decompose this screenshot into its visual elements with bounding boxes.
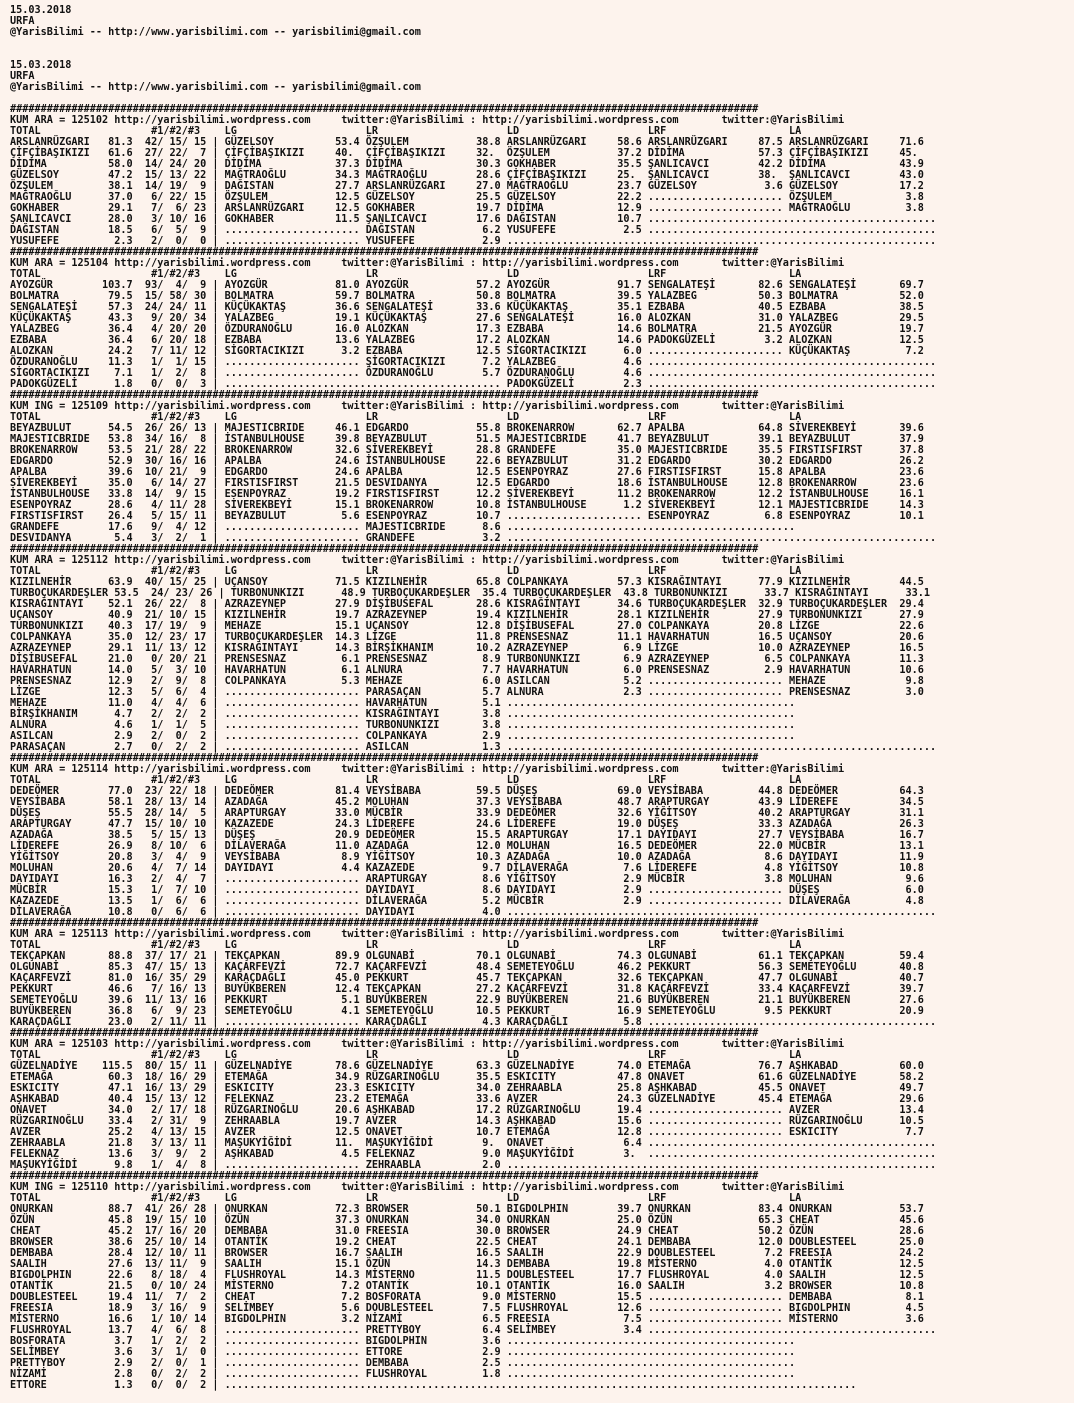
table-row: LİZGE 12.3 5/ 6/ 4 | ...................... PARASAÇAN 5.7 ALNURA 2.3 ...................... PRENSESNAZ 3.0 [10,687,924,698]
table-row: UÇANSOY 40.9 21/ 10/ 15 | KIZILNEHİR 19.7 AZRAZEYNEP 19.4 KIZILNEHİR 28.1 KIZILNEHİR 27.9 TURBONUNKIZI 27.9 [10,610,924,621]
table-row: DOUBLESTEEL 19.4 11/ 7/ 2 | CHEAT 7.2 BOSFORATA 9.0 MİSTERNO 15.5 ...................... DEMBABA 8.1 [10,1292,924,1303]
column-header-line: TOTAL #1/#2/#3 LG LR LD LRF LA [10,269,802,280]
table-row: MİSTERNO 16.6 1/ 10/ 14 | BIGDOLPHIN 3.2 NİZAMİ 6.5 FREESIA 7.5 ...................... MİSTERNO 3.6 [10,1314,924,1325]
race-title-line: KUM ARA = 125104 http://yarisbilimi.wordpress.com twitter:@YarisBilimi : http://yarisbilimi.wordpress.com twitter:@YarisBilimi [10,258,845,269]
race-block [10,247,1074,390]
table-row: AYOZGÜR 103.7 93/ 4/ 9 | AYOZGÜR 81.0 AYOZGÜR 57.2 AYOZGÜR 91.7 SENGALATEŞİ 82.6 SENGALATEŞİ 69.7 [10,280,924,291]
table-row: AZRAZEYNEP 29.1 11/ 13/ 12 | KISRAĞINTAYI 14.3 BİRŞİKHANIM 10.2 AZRAZEYNEP 6.9 LİZGE 10.0 AZRAZEYNEP 16.5 [10,643,924,654]
table-row: ASILCAN 2.9 2/ 0/ 2 | ...................... COLPANKAYA 2.9 ............................................... [10,731,796,742]
table-row: GÜZELSOY 47.2 15/ 13/ 22 | MAĞTRAOĞLU 34.3 MAĞTRAOĞLU 28.6 ÇİFÇİBAŞIKIZI 25. ŞANLICAVCI 38. ŞANLICAVCI 43.0 [10,170,924,181]
table-row: PARASAÇAN 2.7 0/ 2/ 2 | ...................... ASILCAN 1.3 ...................................................................... [10,742,937,753]
table-row: ESENPOYRAZ 28.6 4/ 11/ 28 | SİVEREKBEYİ 15.1 BROKENARROW 10.8 İSTANBULHOUSE 1.2 SİVEREKBEYİ 12.1 MAJESTICBRIDE 14.3 [10,500,924,511]
header-line: @YarisBilimi -- http://www.yarisbilimi.com -- yarisbilimi@gmail.com [10,27,421,38]
table-row: ESKICITY 47.1 16/ 13/ 29 | ESKICITY 23.3 ESKICITY 34.0 ZEHRAABLA 25.8 AŞHKABAD 45.5 ONAVET 49.7 [10,1083,924,1094]
table-row: MAŞUKYİĞİDİ 9.8 1/ 4/ 8 | ...................... ZEHRAABLA 2.0 ...................................................................... [10,1160,937,1171]
table-row: KARAÇDAĞLI 23.0 2/ 11/ 11 | ...................... KARAÇDAĞLI 4.3 KARAÇDAĞLI 5.8 ............................................... [10,1017,937,1028]
table-row: DESVIDANYA 5.4 3/ 2/ 1 | ...................... GRANDEFE 3.2 ...................................................................... [10,533,937,544]
table-row: ARSLANRÜZGARI 81.3 42/ 15/ 15 | GÜZELSOY 53.4 ÖZŞULEM 38.8 ARSLANRÜZGARI 58.6 ARSLANRÜZGARI 87.5 ARSLANRÜZGARI 71.6 [10,137,924,148]
table-row: MAJESTICBRIDE 53.8 34/ 16/ 8 | İSTANBULHOUSE 39.8 BEYAZBULUT 51.5 MAJESTICBRIDE 41.7 BEYAZBULUT 39.1 BEYAZBULUT 37.9 [10,434,924,445]
table-row: ŞANLICAVCI 28.0 3/ 10/ 16 | GOKHABER 11.5 ŞANLICAVCI 17.6 DAĞISTAN 10.7 ............................................... [10,214,937,225]
column-header-line: TOTAL #1/#2/#3 LG LR LD LRF LA [10,412,802,423]
race-block [10,753,1074,918]
separator-line: ########################################################################################################################## [10,753,759,764]
table-row: YUSUFEFE 2.3 2/ 0/ 0 | ...................... YUSUFEFE 2.9 ...................................................................... [10,236,937,247]
table-row: KAÇARFEVZİ 81.0 16/ 35/ 29 | KARAÇDAĞLI 45.0 PEKKURT 45.7 TEKÇAPKAN 32.6 TEKÇAPKAN 47.7 OLGUNABİ 40.7 [10,973,924,984]
race-block [10,918,1074,1028]
column-header-line: TOTAL #1/#2/#3 LG LR LD LRF LA [10,126,802,137]
race-block [10,1171,1074,1391]
table-row: KISRAĞINTAYI 52.1 26/ 22/ 8 | AZRAZEYNEP 27.9 DİŞİBUSEFAL 28.6 KISRAĞINTAYI 34.6 TURBOÇUKARDEŞLER 32.9 TURBOÇUKARDEŞLER 29.4 [10,599,924,610]
header-line [10,93,1074,104]
table-row: OTANTİK 21.5 0/ 10/ 24 | MİSTERNO 7.2 OTANTİK 10.1 OTANTİK 16.0 SAALIH 3.2 BROWSER 10.8 [10,1281,924,1292]
table-row: FLUSHROYAL 13.7 4/ 6/ 8 | ...................... PRETTYBOY 6.4 SELİMBEY 3.4 ............................................... [10,1325,937,1336]
column-header-line: TOTAL #1/#2/#3 LG LR LD LRF LA [10,940,802,951]
table-row: MOLUHAN 20.6 4/ 7/ 14 | DAYIDAYI 4.4 KAZAZEDE 9.7 DİLAVERAĞA 7.6 LİDEREFE 4.8 YİĞİTSOY 10.8 [10,863,924,874]
table-row: ALNURA 4.6 1/ 1/ 5 | ...................... TURBONUNKIZI 3.8 ............................................... [10,720,796,731]
table-row: GOKHABER 29.1 7/ 6/ 23 | ARSLANRÜZGARI 12.5 GOKHABER 19.7 DİDİMA 12.9 ...................... MAĞTRAOĞLU 3.8 [10,203,924,214]
header-line: 15.03.2018 [10,60,72,71]
header-line: 15.03.2018 [10,5,72,16]
table-row: AŞHKABAD 40.4 15/ 13/ 12 | FELEKNAZ 23.2 ETEMAĞA 33.6 AVZER 24.3 GÜZELNADİYE 45.4 ETEMAĞA 29.6 [10,1094,924,1105]
table-row: EZBABA 36.4 6/ 20/ 18 | EZBABA 13.6 YALAZBEG 17.2 ALOZKAN 14.6 PADOKGÜZELİ 3.2 ALOZKAN 12.5 [10,335,924,346]
table-row: BEYAZBULUT 54.5 26/ 26/ 13 | MAJESTICBRIDE 46.1 EDGARDO 55.8 BROKENARROW 62.7 APALBA 64.8 SİVEREKBEYİ 39.6 [10,423,924,434]
table-row: PEKKURT 46.6 7/ 16/ 13 | BUYÜKBEREN 12.4 TEKÇAPKAN 27.2 KAÇARFEVZİ 31.8 KAÇARFEVZİ 33.4 KAÇARFEVZİ 39.7 [10,984,924,995]
table-row: APALBA 39.6 10/ 21/ 9 | EDGARDO 24.6 APALBA 12.5 ESENPOYRAZ 27.6 FIRSTISFIRST 15.8 APALBA 23.6 [10,467,924,478]
race-title-line: KUM ARA = 125113 http://yarisbilimi.wordpress.com twitter:@YarisBilimi : http://yarisbilimi.wordpress.com twitter:@YarisBilimi [10,929,845,940]
table-row: ETTORE 1.3 0/ 0/ 2 | ....................................................................................................... [10,1380,857,1391]
table-row: SENGALATEŞİ 57.3 24/ 24/ 11 | KÜÇÜKAKTAŞ 36.6 SENGALATEŞİ 33.6 KÜÇÜKAKTAŞ 35.1 EZBABA 40.5 EZBABA 38.5 [10,302,924,313]
table-row: BİRŞİKHANIM 4.7 2/ 2/ 2 | ...................... KISRAĞINTAYI 3.8 ............................................... [10,709,796,720]
table-row: MAĞTRAOĞLU 37.0 6/ 22/ 15 | ÖZŞULEM 12.5 GÜZELSOY 25.5 GÜZELSOY 22.2 ...................... ÖZŞULEM 3.8 [10,192,924,203]
table-row: ÇİFÇİBAŞIKIZI 61.6 27/ 22/ 7 | ÇİFÇİBAŞIKIZI 40. ÇİFÇİBAŞIKIZI 32. ÖZŞULEM 37.2 DİDİMA 57.3 ÇİFÇİBAŞIKIZI 45. [10,148,918,159]
header-line [10,38,1074,49]
table-row: DÜŞEŞ 55.5 28/ 14/ 5 | ARAPTURGAY 33.0 MÜCBİR 33.9 DEDEÖMER 32.6 YİĞİTSOY 40.2 ARAPTURGAY 31.1 [10,808,924,819]
table-row: DAĞISTAN 18.5 6/ 5/ 9 | ...................... DAĞISTAN 6.2 YUSUFEFE 2.5 ............................................... [10,225,937,236]
table-row: DİDİMA 58.0 14/ 24/ 20 | DİDİMA 37.3 DİDİMA 30.3 GOKHABER 35.5 ŞANLICAVCI 42.2 DİDİMA 43.9 [10,159,924,170]
table-row: DEMBABA 28.4 12/ 10/ 11 | BROWSER 16.7 SAALIH 16.5 SAALIH 22.9 DOUBLESTEEL 7.2 FREESIA 24.2 [10,1248,924,1259]
table-row: ÖZŞULEM 38.1 14/ 19/ 9 | DAĞISTAN 27.7 ARSLANRÜZGARI 27.0 MAĞTRAOĞLU 23.7 GÜZELSOY 3.6 GÜZELSOY 17.2 [10,181,924,192]
separator-line: ########################################################################################################################## [10,1171,759,1182]
table-row: FELEKNAZ 13.6 3/ 9/ 2 | AŞHKABAD 4.5 FELEKNAZ 9.0 MAŞUKYİĞİDİ 3. ............................................... [10,1149,937,1160]
table-row: ARAPTURGAY 47.7 15/ 10/ 10 | KAZAZEDE 24.3 LİDEREFE 24.6 LİDEREFE 19.0 DÜŞEŞ 33.3 AZADAĞA 26.3 [10,819,924,830]
table-row: BROKENARROW 53.5 21/ 28/ 22 | BROKENARROW 32.6 SİVEREKBEYİ 28.8 GRANDEFE 35.0 MAJESTICBRIDE 35.5 FIRSTISFIRST 37.8 [10,445,924,456]
table-row: PRETTYBOY 2.9 2/ 0/ 1 | ...................... DEMBABA 2.5 ............................................... [10,1358,796,1369]
table-row: TURBOÇUKARDEŞLER 53.5 24/ 23/ 26 | TURBONUNKIZI 48.9 TURBOÇUKARDEŞLER 35.4 TURBOÇUKARDEŞLER 43.8 TURBONUNKIZI 33.7 KISRAĞINTAYI 33.1 [10,588,931,599]
race-title-line: KUM ARA = 125102 http://yarisbilimi.wordpress.com twitter:@YarisBilimi : http://yarisbilimi.wordpress.com twitter:@YarisBilimi [10,115,845,126]
race-block [10,1028,1074,1171]
table-row: PRENSESNAZ 12.9 2/ 9/ 8 | COLPANKAYA 5.3 MEHAZE 6.0 ASILCAN 5.2 ...................... MEHAZE 9.8 [10,676,924,687]
separator-line: ########################################################################################################################## [10,390,759,401]
table-row: TURBONUNKIZI 40.3 17/ 19/ 9 | MEHAZE 15.1 UÇANSOY 12.8 DİŞİBUSEFAL 27.0 COLPANKAYA 20.8 LİZGE 22.6 [10,621,924,632]
table-row: KÜÇÜKAKTAŞ 43.3 9/ 20/ 34 | YALAZBEG 19.1 KÜÇÜKAKTAŞ 27.6 SENGALATEŞİ 16.0 ALOZKAN 31.0 YALAZBEG 29.5 [10,313,924,324]
table-row: KIZILNEHİR 63.9 40/ 15/ 25 | UÇANSOY 71.5 KIZILNEHİR 65.8 COLPANKAYA 57.3 KISRAĞINTAYI 77.9 KIZILNEHİR 44.5 [10,577,924,588]
separator-line: ########################################################################################################################## [10,247,759,258]
race-block [10,390,1074,544]
table-row: COLPANKAYA 35.0 12/ 23/ 17 | TURBOÇUKARDEŞLER 14.3 LİZGE 11.8 PRENSESNAZ 11.1 HAVARHATUN 16.5 UÇANSOY 20.6 [10,632,924,643]
column-header-line: TOTAL #1/#2/#3 LG LR LD LRF LA [10,1050,802,1061]
race-title-line: KUM ING = 125110 http://yarisbilimi.wordpress.com twitter:@YarisBilimi : http://yarisbilimi.wordpress.com twitter:@YarisBilimi [10,1182,845,1193]
column-header-line: TOTAL #1/#2/#3 LG LR LD LRF LA [10,566,802,577]
table-row: ONURKAN 88.7 41/ 26/ 28 | ONURKAN 72.3 BROWSER 50.1 BIGDOLPHIN 39.7 ONURKAN 83.4 ONURKAN 53.7 [10,1204,924,1215]
column-header-line: TOTAL #1/#2/#3 LG LR LD LRF LA [10,1193,802,1204]
table-row: BIGDOLPHIN 22.6 8/ 18/ 4 | FLUSHROYAL 14.3 MİSTERNO 11.5 DOUBLESTEEL 17.7 FLUSHROYAL 4.0 SAALIH 12.5 [10,1270,924,1281]
table-row: ZEHRAABLA 21.8 3/ 13/ 11 | MAŞUKYİĞİDİ 11. MAŞUKYİĞİDİ 9. ONAVET 6.4 ............................................... [10,1138,937,1149]
table-row: CHEAT 45.2 17/ 16/ 20 | DEMBABA 31.0 FREESIA 30.0 BROWSER 24.9 CHEAT 50.2 ÖZÜN 28.6 [10,1226,924,1237]
table-row: MÜCBİR 15.3 1/ 7/ 10 | ...................... DAYIDAYI 8.6 DAYIDAYI 2.9 ...................... DÜŞEŞ 6.0 [10,885,924,896]
table-row: GRANDEFE 17.6 9/ 4/ 12 | ...................... MAJESTICBRIDE 8.6 ............................................... [10,522,796,533]
table-row: BOSFORATA 3.7 1/ 2/ 2 | ...................... BIGDOLPHIN 3.6 ............................................... [10,1336,796,1347]
table-row: DİLAVERAĞA 10.8 0/ 6/ 6 | ...................... DAYIDAYI 4.0 ...................................................................... [10,907,937,918]
table-row: HAVARHATUN 14.0 5/ 3/ 10 | HAVARHATUN 6.1 ALNURA 7.7 HAVARHATUN 6.0 PRENSESNAZ 2.9 HAVARHATUN 10.6 [10,665,924,676]
table-row: TEKÇAPKAN 88.8 37/ 17/ 21 | TEKÇAPKAN 89.9 OLGUNABİ 70.1 OLGUNABİ 74.3 OLGUNABİ 61.1 TEKÇAPKAN 59.4 [10,951,924,962]
race-block [10,544,1074,753]
table-row: GÜZELNADİYE 115.5 80/ 15/ 11 | GÜZELNADİYE 78.6 GÜZELNADİYE 63.3 GÜZELNADİYE 74.0 ETEMAĞA 76.7 AŞHKABAD 60.0 [10,1061,924,1072]
table-row: ETEMAĞA 60.3 18/ 16/ 29 | ETEMAĞA 34.9 RÜZGARINOĞLU 35.5 ESKICITY 47.8 ONAVET 61.6 GÜZELNADİYE 58.2 [10,1072,924,1083]
table-row: SİGORTACIKIZI 7.1 1/ 2/ 8 | ...................... ÖZDURANOĞLU 5.7 ÖZDURANOĞLU 4.6 ............................................... [10,368,937,379]
table-row: AZADAĞA 38.5 5/ 15/ 13 | DÜŞEŞ 20.9 DEDEÖMER 15.5 ARAPTURGAY 17.1 DAYIDAYI 27.7 VEYSİBABA 16.7 [10,830,924,841]
header-line: @YarisBilimi -- http://www.yarisbilimi.com -- yarisbilimi@gmail.com [10,82,421,93]
table-row: AVZER 25.2 4/ 13/ 15 | AVZER 12.5 ONAVET 10.7 ETEMAĞA 12.8 ...................... ESKICITY 7.7 [10,1127,924,1138]
table-row: ÖZÜN 45.8 19/ 15/ 10 | ÖZÜN 37.3 ONURKAN 34.0 ONURKAN 25.0 ÖZÜN 65.3 CHEAT 45.6 [10,1215,924,1226]
table-row: SEMETEYOĞLU 39.6 11/ 13/ 16 | PEKKURT 5.1 BUYÜKBEREN 22.9 BUYÜKBEREN 21.6 BUYÜKBEREN 21.1 BUYÜKBEREN 27.6 [10,995,924,1006]
table-row: EDGARDO 52.9 30/ 16/ 16 | APALBA 24.6 İSTANBULHOUSE 22.6 BEYAZBULUT 31.2 EDGARDO 30.2 EDGARDO 26.2 [10,456,924,467]
table-row: DEDEÖMER 77.0 23/ 22/ 18 | DEDEÖMER 81.4 VEYSİBABA 59.5 DÜŞEŞ 69.0 VEYSİBABA 44.8 DEDEÖMER 64.3 [10,786,924,797]
table-row: YALAZBEG 36.4 4/ 20/ 20 | ÖZDURANOĞLU 16.0 ALOZKAN 17.3 EZBABA 14.6 BOLMATRA 21.5 AYOZGÜR 19.7 [10,324,924,335]
header-line [10,49,1074,60]
table-row: ALOZKAN 24.2 7/ 11/ 12 | SİGORTACIKIZI 3.2 EZBABA 12.5 SİGORTACIKIZI 6.0 ...................... KÜÇÜKAKTAŞ 7.2 [10,346,924,357]
table-row: BOLMATRA 79.5 15/ 58/ 30 | BOLMATRA 59.7 BOLMATRA 50.8 BOLMATRA 39.5 YALAZBEG 50.3 BOLMATRA 52.0 [10,291,924,302]
table-row: RÜZGARINOĞLU 33.4 2/ 31/ 9 | ZEHRAABLA 19.7 AVZER 14.3 AŞHKABAD 15.6 ...................... RÜZGARINOĞLU 10.5 [10,1116,924,1127]
separator-line: ########################################################################################################################## [10,918,759,929]
table-row: FIRSTISFIRST 26.4 5/ 15/ 11 | BEYAZBULUT 5.6 ESENPOYRAZ 10.7 ...................... ESENPOYRAZ 6.8 ESENPOYRAZ 10.1 [10,511,924,522]
column-header-line: TOTAL #1/#2/#3 LG LR LD LRF LA [10,775,802,786]
table-row: LİDEREFE 26.9 8/ 10/ 6 | DİLAVERAĞA 11.0 AZADAĞA 12.0 MOLUHAN 16.5 DEDEÖMER 22.0 MÜCBİR 13.1 [10,841,924,852]
header-line: URFA [10,71,35,82]
separator-line: ########################################################################################################################## [10,544,759,555]
table-row: SİVEREKBEYİ 35.0 6/ 14/ 27 | FIRSTISFIRST 21.5 DESVIDANYA 12.5 EDGARDO 18.6 İSTANBULHOUSE 12.8 BROKENARROW 23.6 [10,478,924,489]
table-row: KAZAZEDE 13.5 1/ 6/ 6 | ...................... DİLAVERAĞA 5.2 MÜCBİR 2.9 ...................... DİLAVERAĞA 4.8 [10,896,924,907]
table-row: OLGUNABİ 85.3 47/ 15/ 13 | KAÇARFEVZİ 72.7 KAÇARFEVZİ 48.4 SEMETEYOĞLU 46.2 PEKKURT 56.3 SEMETEYOĞLU 40.8 [10,962,924,973]
table-row: FREESIA 18.9 3/ 16/ 9 | SELİMBEY 5.6 DOUBLESTEEL 7.5 FLUSHROYAL 12.6 ...................... BIGDOLPHIN 4.5 [10,1303,924,1314]
race-title-line: KUM ARA = 125112 http://yarisbilimi.wordpress.com twitter:@YarisBilimi : http://yarisbilimi.wordpress.com twitter:@YarisBilimi [10,555,845,566]
table-row: BUYÜKBEREN 36.8 6/ 9/ 23 | SEMETEYOĞLU 4.1 SEMETEYOĞLU 10.5 PEKKURT 16.9 SEMETEYOĞLU 9.5 PEKKURT 20.9 [10,1006,924,1017]
table-row: SAALIH 27.6 13/ 11/ 9 | SAALIH 15.1 ÖZÜN 14.3 DEMBABA 19.8 MİSTERNO 4.0 OTANTİK 12.5 [10,1259,924,1270]
race-title-line: KUM ING = 125109 http://yarisbilimi.wordpress.com twitter:@YarisBilimi : http://yarisbilimi.wordpress.com twitter:@YarisBilimi [10,401,845,412]
table-row: İSTANBULHOUSE 33.8 14/ 9/ 15 | ESENPOYRAZ 19.2 FIRSTISFIRST 12.2 SİVEREKBEYİ 11.2 BROKENARROW 12.2 İSTANBULHOUSE 16.1 [10,489,924,500]
separator-line: ########################################################################################################################## [10,1028,759,1039]
race-block [10,104,1074,247]
table-row: YİĞİTSOY 20.8 3/ 4/ 9 | VEYSİBABA 8.9 YİĞİTSOY 10.3 AZADAĞA 10.0 AZADAĞA 8.6 DAYIDAYI 11.9 [10,852,924,863]
table-row: ONAVET 34.0 2/ 17/ 18 | RÜZGARINOĞLU 20.6 AŞHKABAD 17.2 RÜZGARINOĞLU 19.4 ...................... AVZER 13.4 [10,1105,924,1116]
table-row: VEYSİBABA 58.1 28/ 13/ 14 | AZADAĞA 45.2 MOLUHAN 37.3 VEYSİBABA 48.7 ARAPTURGAY 43.9 LİDEREFE 34.5 [10,797,924,808]
header-line: URFA [10,16,35,27]
table-row: BROWSER 38.6 25/ 10/ 14 | OTANTİK 19.2 CHEAT 22.5 CHEAT 24.1 DEMBABA 12.0 DOUBLESTEEL 25.0 [10,1237,924,1248]
table-row: SELİMBEY 3.6 3/ 1/ 0 | ...................... ETTORE 2.9 ............................................... [10,1347,796,1358]
race-title-line: KUM ARA = 125114 http://yarisbilimi.wordpress.com twitter:@YarisBilimi : http://yarisbilimi.wordpress.com twitter:@YarisBilimi [10,764,845,775]
race-title-line: KUM ARA = 125103 http://yarisbilimi.wordpress.com twitter:@YarisBilimi : http://yarisbilimi.wordpress.com twitter:@YarisBilimi [10,1039,845,1050]
separator-line: ########################################################################################################################## [10,104,759,115]
table-row: PADOKGÜZELİ 1.8 0/ 0/ 3 | ............................................. PADOKGÜZELİ 2.3 ............................................... [10,379,937,390]
table-row: ÖZDURANOĞLU 11.3 1/ 1/ 15 | ...................... ŞİGORTACIKIZI 7.2 YALAZBEG 4.6 ............................................... [10,357,937,368]
table-row: MEHAZE 11.0 4/ 4/ 6 | ...................... HAVARHATUN 5.1 ............................................... [10,698,796,709]
table-row: DAYIDAYI 16.3 2/ 4/ 7 | ...................... ARAPTURGAY 8.6 YİĞİTSOY 2.9 MÜCBİR 3.8 MOLUHAN 9.6 [10,874,924,885]
table-row: DİŞİBUSEFAL 21.0 0/ 20/ 21 | PRENSESNAZ 6.1 PRENSESNAZ 8.9 TURBONUNKIZI 6.9 AZRAZEYNEP 6.5 COLPANKAYA 11.3 [10,654,924,665]
table-row: NİZAMİ 2.8 0/ 2/ 2 | ...................... FLUSHROYAL 1.8 ............................................... [10,1369,796,1380]
